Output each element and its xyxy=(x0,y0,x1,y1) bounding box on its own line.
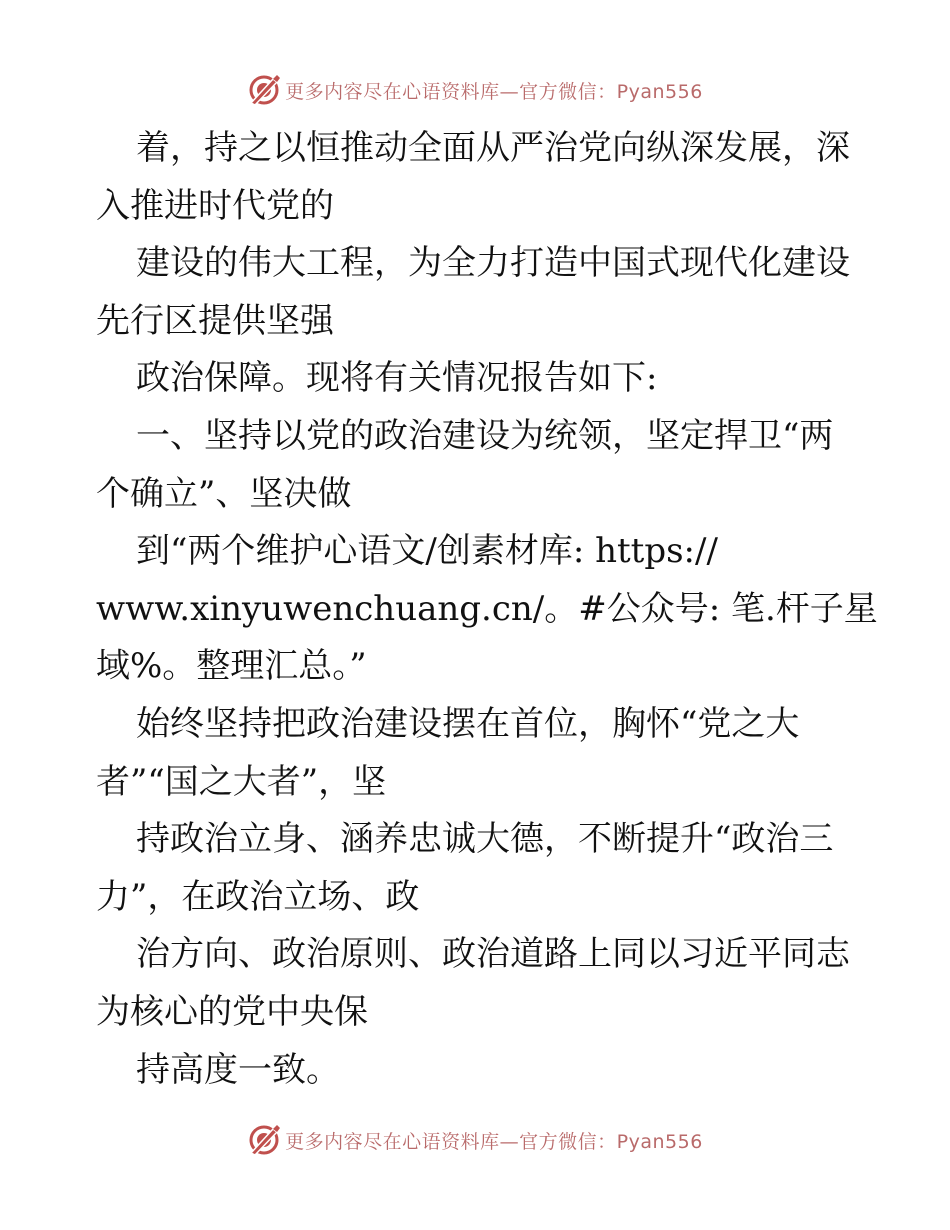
body-line: 为核心的党中央保 xyxy=(96,991,368,1032)
header-wechat-id: Pyan556 xyxy=(616,80,703,103)
pen-logo-icon xyxy=(247,1123,281,1157)
body-line: 始终坚持把政治建设摆在首位，胸怀“党之大 xyxy=(136,703,800,744)
body-line: 力”，在政治立场、政 xyxy=(96,876,420,917)
section-heading-line: 个确立”、坚决做 xyxy=(96,473,352,514)
pen-logo-icon xyxy=(247,73,281,107)
body-line: 域%。整理汇总。” xyxy=(96,646,367,687)
body-line: 持政治立身、涵养忠诚大德，不断提升“政治三 xyxy=(136,819,834,860)
body-line: 入推进时代党的 xyxy=(96,185,334,226)
body-line: 到“两个维护心语文/创素材库: https:// xyxy=(136,531,718,572)
body-line: 治方向、政治原则、政治道路上同以习近平同志 xyxy=(136,934,850,975)
section-heading-line: 一、坚持以党的政治建设为统领，坚定捍卫“两 xyxy=(136,415,834,456)
body-line: 先行区提供坚强 xyxy=(96,300,334,341)
footer-wechat-id: Pyan556 xyxy=(616,1130,703,1153)
body-line: 者”“国之大者”，坚 xyxy=(96,761,387,802)
document-body xyxy=(96,120,878,1099)
header-banner-label: 更多内容尽在心语资料库—官方微信： xyxy=(285,80,617,103)
body-line: 建设的伟大工程，为全力打造中国式现代化建设 xyxy=(136,243,850,284)
body-line-url: www.xinyuwenchuang.cn/。#公众号: 笔.杆子星 xyxy=(96,588,878,629)
footer-watermark-banner xyxy=(0,1120,950,1160)
body-line: 政治保障。现将有关情况报告如下: xyxy=(136,358,658,399)
header-banner-text xyxy=(285,77,703,104)
footer-banner-text xyxy=(285,1127,703,1154)
header-watermark-banner xyxy=(0,70,950,110)
footer-banner-label: 更多内容尽在心语资料库—官方微信： xyxy=(285,1130,617,1153)
body-line: 着，持之以恒推动全面从严治党向纵深发展，深 xyxy=(136,128,850,168)
body-line: 持高度一致。 xyxy=(136,1049,340,1090)
